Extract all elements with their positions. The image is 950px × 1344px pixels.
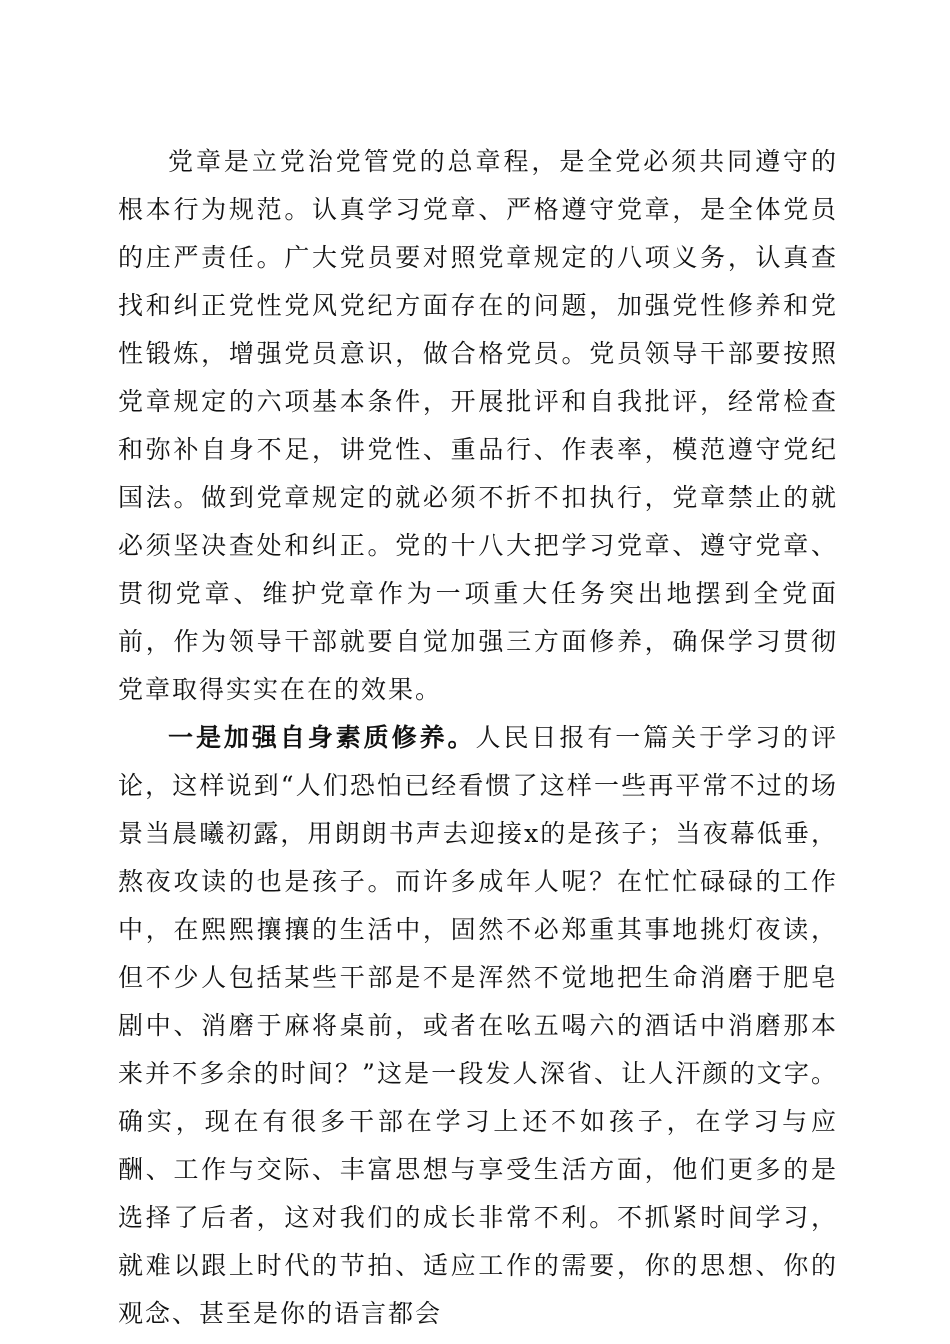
paragraph-2-text: 人民日报有一篇关于学习的评论，这样说到“人们恐怕已经看惯了这样一些再平常不过的场景当晨曦初露，用朗朗书声去迎接x的是孩子；当夜幕低垂，熬夜攻读的也是孩子。而许多成年人呢？在忙忙碌碌的工作中，在熙熙攘攘的生活中，固然不必郑重其事地挑灯夜读，但不少人包括某些干部是不是浑然不觉地把生命消磨于肥皂剧中、消磨于麻将桌前，或者在吆五喝六的酒话中消磨那本来并不多余的时间？”这是一段发人深省、让人汗颜的文字。确实，现在有很多干部在学习上还不如孩子，在学习与应酬、工作与交际、丰富思想与享受生活方面，他们更多的是选择了后者，这对我们的成长非常不利。不抓紧时间学习，就难以跟上时代的节拍、适应工作的需要，你的思想、你的观念、甚至是你的语言都会 xyxy=(118,723,838,1328)
paragraph-2-lead: 一是加强自身素质修养。 xyxy=(168,723,476,752)
paragraph-2 xyxy=(118,714,838,1338)
paragraph-1 xyxy=(118,138,838,714)
paragraph-1-text: 党章是立党治党管党的总章程，是全党必须共同遵守的根本行为规范。认真学习党章、严格遵守党章，是全体党员的庄严责任。广大党员要对照党章规定的八项义务，认真查找和纠正党性党风党纪方面存在的问题，加强党性修养和党性锻炼，增强党员意识，做合格党员。党员领导干部要按照党章规定的六项基本条件，开展批评和自我批评，经常检查和弥补自身不足，讲党性、重品行、作表率，模范遵守党纪国法。做到党章规定的就必须不折不扣执行，党章禁止的就必须坚决查处和纠正。党的十八大把学习党章、遵守党章、贯彻党章、维护党章作为一项重大任务突出地摆到全党面前，作为领导干部就要自觉加强三方面修养，确保学习贯彻党章取得实实在在的效果。 xyxy=(118,147,838,704)
document-body xyxy=(118,138,838,1338)
